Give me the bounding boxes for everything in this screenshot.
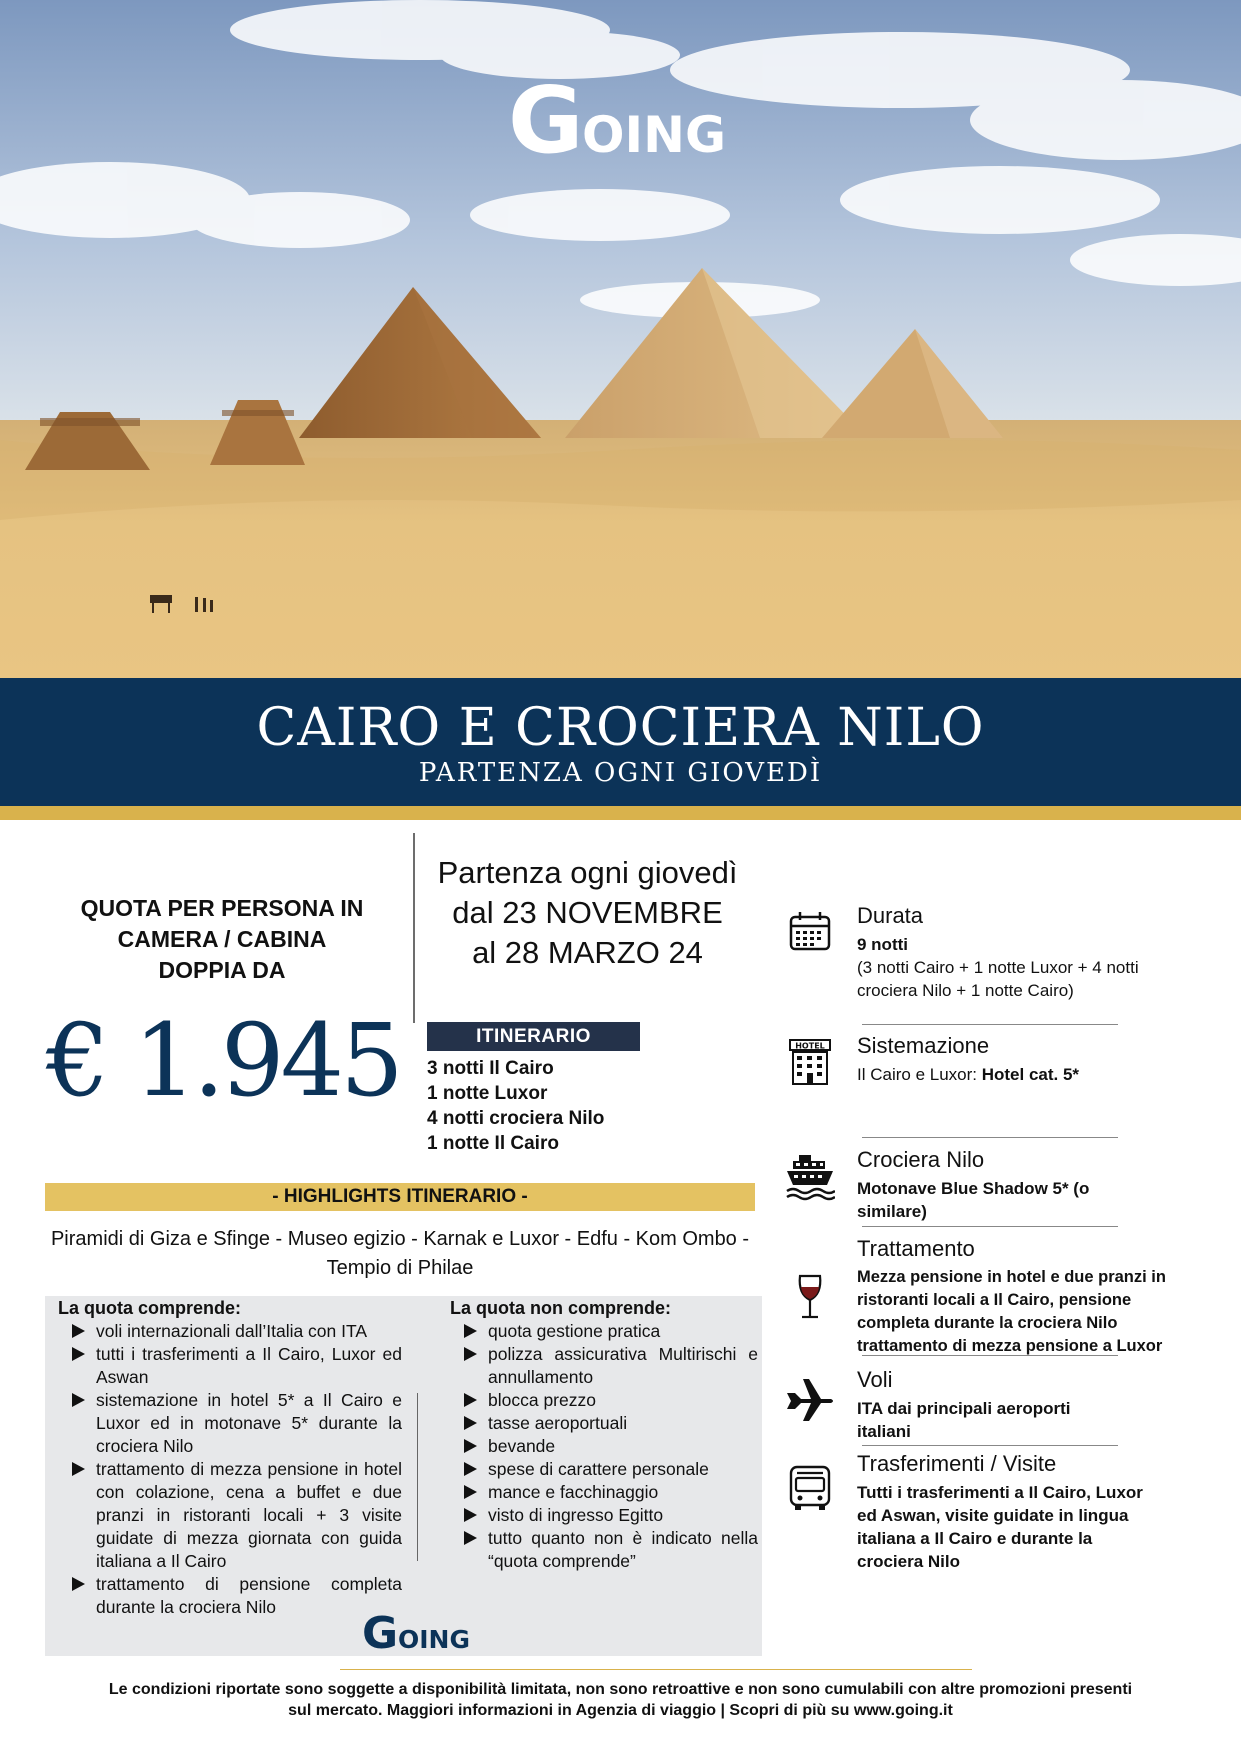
itinerary-tag: ITINERARIO: [427, 1022, 640, 1051]
hotel-sign-text: HOTEL: [795, 1041, 825, 1051]
cruise-desc: Motonave Blue Shadow 5* (o similare): [857, 1179, 1090, 1221]
triangle-bullet-icon: [464, 1439, 477, 1453]
transfers-title: Trasferimenti / Visite: [857, 1451, 1057, 1476]
duration-desc: [857, 933, 1197, 1002]
feature-transfers: [785, 1451, 1210, 1571]
triangle-bullet-icon: [464, 1462, 477, 1476]
going-logo-small: [362, 1608, 477, 1652]
included-item: [58, 1389, 402, 1458]
banner-title: CAIRO E CROCIERA NILO: [256, 698, 985, 758]
triangle-bullet-icon: [464, 1508, 477, 1522]
itinerary-item: 1 notte Il Cairo: [427, 1133, 559, 1154]
not-included-item: [450, 1481, 758, 1504]
not-included-item: [450, 1458, 758, 1481]
price-label-line: QUOTA PER PERSONA IN: [80, 895, 364, 921]
logo-rest: OING: [582, 106, 726, 160]
not-included-section: [450, 1298, 758, 1573]
not-included-item: [450, 1343, 758, 1389]
not-included-item-text: visto di ingresso Egitto: [488, 1505, 664, 1525]
itinerary-item: 3 notti Il Cairo: [427, 1058, 554, 1079]
footer-line: sul mercato. Maggiori informazioni in Agenzia di viaggio | Scopri di più su www.going.it: [288, 1702, 953, 1719]
flights-desc: ITA dai principali aeroporti italiani: [857, 1399, 1071, 1441]
accommodation-title: Sistemazione: [857, 1033, 990, 1058]
footer-disclaimer: [60, 1679, 1181, 1721]
triangle-bullet-icon: [72, 1324, 85, 1338]
not-included-item-text: blocca prezzo: [488, 1390, 596, 1410]
included-item: [58, 1320, 402, 1343]
triangle-bullet-icon: [464, 1393, 477, 1407]
not-included-item-text: quota gestione pratica: [488, 1321, 661, 1341]
not-included-item: [450, 1320, 758, 1343]
feature-separator: [862, 1137, 1118, 1138]
accommodation-text: Il Cairo e Luxor:: [857, 1065, 977, 1084]
included-list: [58, 1320, 402, 1619]
price-label-line: CAMERA / CABINA: [117, 926, 327, 952]
triangle-bullet-icon: [464, 1531, 477, 1545]
board-title: Trattamento: [857, 1236, 975, 1261]
gold-divider: [0, 806, 1241, 820]
feature-separator: [862, 1024, 1118, 1025]
duration-detail: (3 notti Cairo + 1 notte Luxor + 4 notti crociera Nilo + 1 notte Cairo): [857, 958, 1139, 1000]
included-item: [58, 1343, 402, 1389]
departure-line: Partenza ogni giovedì: [437, 855, 738, 890]
triangle-bullet-icon: [464, 1347, 477, 1361]
vertical-divider: [413, 833, 415, 1023]
calendar-icon: [785, 907, 835, 957]
included-item-text: sistemazione in hotel 5* a Il Cairo e Luxor ed in motonave 5* durante la crociera Nilo: [96, 1390, 402, 1456]
triangle-bullet-icon: [72, 1462, 85, 1476]
title-banner: [0, 678, 1241, 806]
included-item-text: trattamento di mezza pensione in hotel con colazione, cena a buffet e due pranzi in ristoranti locali + 3 visite guidate di mezza giornata con guida italiana a Il Cairo: [96, 1459, 402, 1571]
footer-divider: [340, 1669, 972, 1670]
feature-cruise: [785, 1147, 1210, 1227]
hotel-icon: [785, 1037, 835, 1087]
banner-subtitle: PARTENZA OGNI GIOVEDÌ: [418, 758, 823, 788]
not-included-item-text: spese di carattere personale: [488, 1459, 709, 1479]
not-included-item-text: bevande: [488, 1436, 556, 1456]
price-label: [52, 893, 392, 986]
price-value: € 1.945: [46, 1002, 400, 1119]
feature-flights: [785, 1367, 1210, 1441]
highlights-text: Piramidi di Giza e Sfinge - Museo egizio - Karnak e Luxor - Edfu - Kom Ombo - Tempio di Philae: [50, 1228, 750, 1279]
not-included-item-text: polizza assicurativa Multirischi e annullamento: [488, 1344, 758, 1387]
flights-title: Voli: [857, 1367, 893, 1392]
not-included-item: [450, 1504, 758, 1527]
not-included-title: La quota non comprende:: [450, 1298, 672, 1318]
ship-icon: [785, 1151, 835, 1201]
price-label-line: DOPPIA DA: [158, 957, 286, 983]
departure-info: [420, 853, 755, 973]
included-section: [58, 1298, 402, 1619]
feature-duration: [785, 903, 1210, 1003]
cruise-title: Crociera Nilo: [857, 1147, 985, 1172]
highlights-title: - HIGHLIGHTS ITINERARIO -: [45, 1183, 755, 1211]
not-included-list: [450, 1320, 758, 1573]
triangle-bullet-icon: [464, 1485, 477, 1499]
hero-image: [0, 0, 1241, 678]
included-title: La quota comprende:: [58, 1298, 242, 1318]
footer-line: Le condizioni riportate sono soggette a disponibilità limitata, non sono retroattive e non sono cumulabili con altre promozioni presenti: [108, 1681, 1133, 1698]
not-included-item-text: tasse aeroportuali: [488, 1413, 628, 1433]
duration-title: Durata: [857, 903, 924, 928]
not-included-item: [450, 1435, 758, 1458]
feature-separator: [862, 1355, 1118, 1356]
feature-accommodation: [785, 1033, 1210, 1113]
airplane-icon: [785, 1371, 835, 1421]
transfers-desc: Tutti i trasferimenti a Il Cairo, Luxor ed Aswan, visite guidate in lingua italiana a Il Cairo e durante la crociera Nilo: [857, 1483, 1143, 1571]
accommodation-desc: [857, 1063, 1197, 1086]
triangle-bullet-icon: [464, 1324, 477, 1338]
itinerary-list: [427, 1056, 604, 1156]
logo-initial: G: [508, 70, 584, 160]
not-included-item: [450, 1527, 758, 1573]
itinerary-item: 1 notte Luxor: [427, 1083, 548, 1104]
feature-board: [785, 1236, 1210, 1356]
wine-glass-icon: [785, 1272, 835, 1322]
departure-line: dal 23 NOVEMBRE: [452, 895, 723, 930]
included-item-text: voli internazionali dall’Italia con ITA: [96, 1321, 368, 1341]
logo-rest: OING: [398, 1625, 470, 1652]
not-included-item: [450, 1412, 758, 1435]
not-included-item-text: tutto quanto non è indicato nella “quota comprende”: [488, 1528, 758, 1571]
departure-line: al 28 MARZO 24: [472, 935, 703, 970]
included-item-text: tutti i trasferimenti a Il Cairo, Luxor ed Aswan: [96, 1344, 402, 1387]
logo-initial: G: [362, 1608, 399, 1652]
triangle-bullet-icon: [464, 1416, 477, 1430]
included-item-text: trattamento di pensione completa durante la crociera Nilo: [96, 1574, 402, 1617]
included-item: [58, 1573, 402, 1619]
triangle-bullet-icon: [72, 1577, 85, 1591]
going-logo: [508, 70, 738, 160]
feature-separator: [862, 1226, 1118, 1227]
column-divider: [417, 1393, 418, 1561]
board-desc: Mezza pensione in hotel e due pranzi in ristoranti locali a Il Cairo, pensione completa durante la crociera Nilo trattamento di mezza pensione a Luxor: [857, 1268, 1166, 1355]
itinerary-item: 4 notti crociera Nilo: [427, 1108, 605, 1129]
triangle-bullet-icon: [72, 1393, 85, 1407]
included-item: [58, 1458, 402, 1573]
not-included-item: [450, 1389, 758, 1412]
duration-nights: 9 notti: [857, 935, 908, 954]
accommodation-category: Hotel cat. 5*: [981, 1065, 1080, 1084]
feature-separator: [862, 1445, 1118, 1446]
bus-icon: [785, 1463, 835, 1513]
triangle-bullet-icon: [72, 1347, 85, 1361]
not-included-item-text: mance e facchinaggio: [488, 1482, 659, 1502]
